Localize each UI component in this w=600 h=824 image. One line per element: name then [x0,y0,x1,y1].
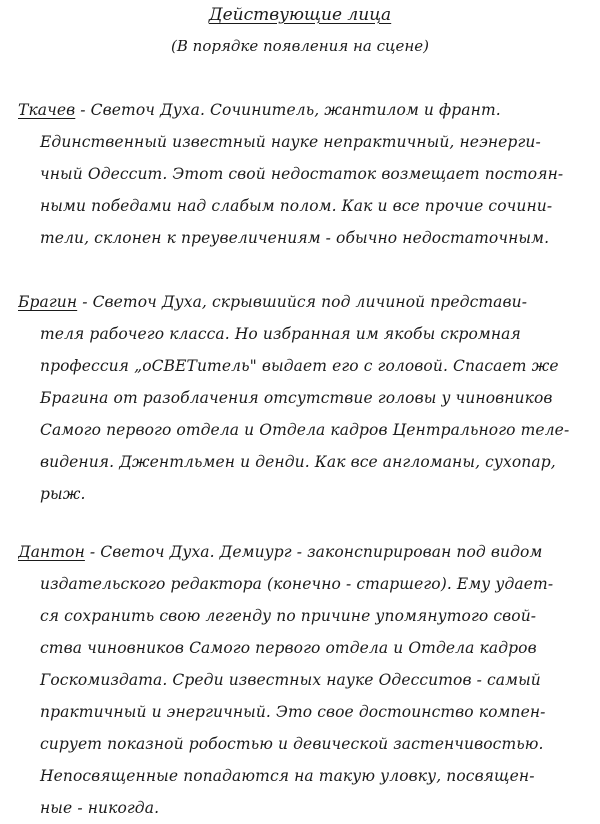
entry-line: ными победами над слабым полом. Как и все прочие сочини- [40,197,553,215]
entry-line [18,286,584,318]
entry-line [18,94,584,126]
entry-line: Непосвященные попадаются на такую уловку, посвящен- [40,767,535,785]
entry-line: тели, склонен к преувеличениям - обычно недостаточным. [40,229,550,247]
character-entry-tkachev [18,94,584,254]
entry-line-text: - Светоч Духа, скрывшийся под личиной представи- [77,293,528,311]
entry-line [18,536,584,568]
entry-line: Самого первого отдела и Отдела кадров Центрального теле- [40,421,570,439]
entry-line: Единственный известный науке непрактичный, неэнерги- [40,133,541,151]
character-entry-bragin [18,286,584,510]
entry-line: профессия „оСВЕТитель" выдает его с головой. Спасает же [40,357,559,375]
entry-line: издательского редактора (конечно - старшего). Ему удает- [40,575,554,593]
entry-line: Госкомиздата. Среди известных науке Одесситов - самый [40,671,541,689]
entry-line: практичный и энергичный. Это свое достоинство компен- [40,703,546,721]
entry-line: сирует показной робостью и девической застенчивостью. [40,735,544,753]
character-entry-danton [18,536,584,824]
character-name: Дантон [18,543,85,561]
entry-line: ства чиновников Самого первого отдела и Отдела кадров [40,639,537,657]
page-title-text: Действующие лица [208,5,392,25]
entry-line: теля рабочего класса. Но избранная им якобы скромная [40,325,521,343]
character-name: Брагин [18,293,78,311]
page-title [0,4,600,26]
entry-line: чный Одессит. Этот свой недостаток возмещает постоян- [40,165,564,183]
entry-line: ся сохранить свою легенду по причине упомянутого свой- [40,607,537,625]
entry-line-text: - Светоч Духа. Сочинитель, жантилом и франт. [75,101,501,119]
page-subtitle: (В порядке появления на сцене) [171,37,429,55]
entry-line: рыж. [40,485,86,503]
character-name: Ткачев [18,101,76,119]
entry-line-text: - Светоч Духа. Демиург - законспирирован под видом [84,543,543,561]
entry-line: ные - никогда. [40,799,160,817]
entry-line: видения. Джентльмен и денди. Как все англоманы, сухопар, [40,453,556,471]
entry-line: Брагина от разоблачения отсутствие головы у чиновников [40,389,553,407]
